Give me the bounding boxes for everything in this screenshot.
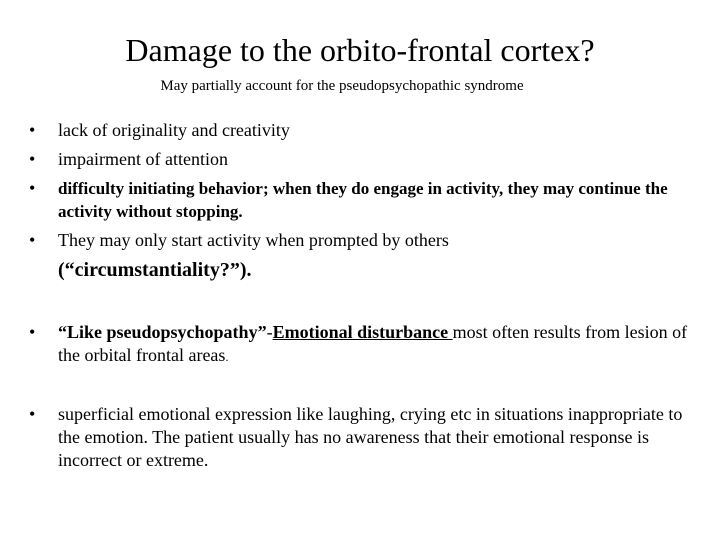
circumstantiality-note: (“circumstantiality?”). [58, 259, 252, 281]
emotional-disturbance: Emotional disturbance [272, 322, 453, 342]
bullet-marker: • [29, 149, 36, 169]
pseudopsychopathy-quote: “Like pseudopsychopathy” [58, 322, 267, 342]
bullet-marker: • [29, 178, 36, 198]
bullet-item [29, 229, 689, 252]
bullet-text: difficulty initiating behavior; when they do engage in activity, they may continue the activity without stopping. [58, 179, 668, 221]
period: . [225, 350, 229, 364]
bullet-text: lack of originality and creativity [58, 120, 290, 140]
bullet-text: impairment of attention [58, 149, 228, 169]
bullet-item [29, 148, 689, 171]
bullet-marker: • [29, 322, 36, 342]
bullet-text [58, 321, 689, 369]
slide-title: Damage to the orbito-frontal cortex? [125, 32, 595, 68]
bullet-item [29, 403, 689, 472]
bullet-marker: • [29, 120, 36, 140]
bullet-item [29, 321, 689, 369]
bullet-item [29, 119, 689, 142]
lesion-text: most often results from lesion of the orbital frontal areas [58, 322, 688, 365]
bullet-item [29, 177, 689, 223]
dash: - [266, 322, 273, 342]
bullet-text: They may only start activity when prompted by others [58, 230, 449, 250]
bullet-marker: • [29, 230, 36, 250]
bullet-marker: • [29, 404, 36, 424]
slide-subtitle: May partially account for the pseudopsychopathic syndrome [160, 78, 524, 94]
bullet-text: superficial emotional expression like laughing, crying etc in situations inappropriate to the emotion. The patient usually has no awareness that their emotional response is incorrect or extreme. [58, 404, 683, 470]
